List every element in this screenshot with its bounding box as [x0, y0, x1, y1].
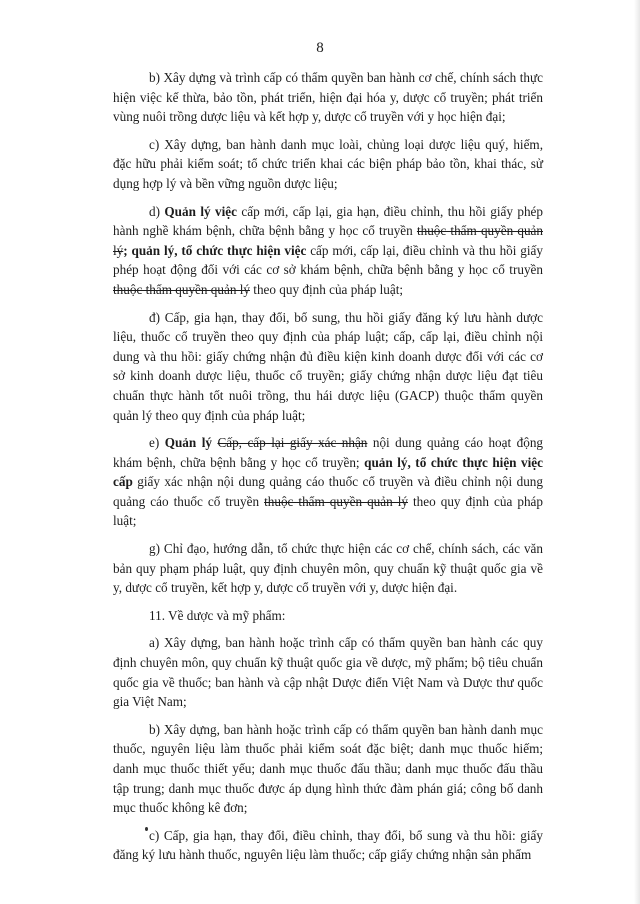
paragraph: [113, 720, 543, 818]
text-run: theo quy định của pháp luật;: [249, 281, 404, 297]
text-run: b) Xây dựng, ban hành hoặc trình cấp có thẩm quyền ban hành danh mục thuốc, nguyên liệu làm thuốc phải kiểm soát đặc biệt; danh mục thuốc hiếm; danh mục thuốc thiết yếu; danh mục thuốc đấu thầu; danh mục thuốc đấu thầu tập trung; danh mục thuốc được áp dụng hình thức đàm phán giá; công bố danh mục thuốc không kê đơn;: [113, 721, 543, 816]
text-run: giấy xác nhận nội dung quảng cáo thuốc cổ truyền và điều chỉnh nội dung quảng cáo thuốc cổ truyền: [113, 474, 543, 509]
text-run: cấp mới, cấp lại, điều chỉnh và thu hồi giấy phép hoạt động đối với các cơ sở khám bệnh, chữa bệnh bằng y học cổ truyền: [113, 242, 543, 278]
paragraph: [113, 433, 543, 531]
text-run: d): [149, 203, 165, 219]
paragraph: [113, 826, 543, 865]
text-run: theo quy định của pháp luật;: [113, 493, 543, 529]
page-number: 8: [316, 40, 324, 56]
paragraph: [113, 539, 543, 598]
bold-inserted-text: Quản lý: [164, 435, 212, 451]
bold-inserted-text: ; quản lý, tổ chức thực hiện việc: [123, 242, 307, 258]
text-run: 11. Về dược và mỹ phẩm:: [149, 607, 286, 623]
struck-deleted-text: Cấp, cấp lại giấy xác nhận: [217, 435, 368, 451]
text-run: c) Cấp, gia hạn, thay đổi, điều chỉnh, thay đổi, bổ sung và thu hồi: giấy đăng ký lưu hành thuốc, nguyên liệu làm thuốc; cấp giấy chứng nhận sản phẩm: [113, 827, 543, 863]
text-run: c) Xây dựng, ban hành danh mục loài, chủng loại dược liệu quý, hiếm, đặc hữu phải kiểm soát; tổ chức triển khai các biện pháp bảo tồn, khai thác, sử dụng hợp lý và bền vững nguồn dược liệu;: [113, 136, 543, 191]
paragraph: [113, 202, 543, 300]
page-edge-shadow: [634, 0, 640, 904]
text-run: cấp mới, cấp lại, gia hạn, điều chỉnh, thu hồi giấy phép hành nghề khám bệnh, chữa bệnh bằng y học cổ truyền: [113, 203, 543, 239]
stray-ink-mark: [145, 827, 148, 831]
paragraph: [113, 68, 543, 127]
text-run: e): [149, 435, 165, 451]
text-run: nội dung quảng cáo hoạt động khám bệnh, chữa bệnh bằng y học cổ truyền;: [113, 435, 544, 470]
bold-inserted-text: Quản lý việc: [164, 203, 237, 219]
paragraph: [113, 606, 543, 626]
body-text: [113, 68, 543, 873]
struck-deleted-text: thuộc thẩm quyền quản lý: [264, 493, 408, 509]
paragraph: [113, 135, 543, 194]
paragraph: [113, 633, 543, 711]
paragraph: [113, 308, 543, 426]
struck-deleted-text: thuộc thẩm quyền quản lý: [113, 223, 543, 258]
struck-deleted-text: thuộc thẩm quyền quản lý: [113, 281, 250, 297]
text-run: b) Xây dựng và trình cấp có thẩm quyền ban hành cơ chế, chính sách thực hiện việc kế thừa, bảo tồn, phát triển, hiện đại hóa y, dược cổ truyền; phát triển vùng nuôi trồng dược liệu và kết hợp y, dược cổ truyền với y học hiện đại;: [113, 70, 543, 125]
text-run: g) Chỉ đạo, hướng dẫn, tổ chức thực hiện các cơ chế, chính sách, các văn bản quy phạm pháp luật, quy định chuyên môn, quy chuẩn kỹ thuật quốc gia về y, dược cổ truyền, kết hợp y, dược cổ truyền với y, dược hiện đại.: [113, 541, 543, 596]
bold-inserted-text: quản lý, tổ chức thực hiện việc cấp: [113, 454, 543, 490]
text-run: a) Xây dựng, ban hành hoặc trình cấp có thẩm quyền ban hành các quy định chuyên môn, quy chuẩn kỹ thuật quốc gia về dược, mỹ phẩm; bộ tiêu chuẩn quốc gia về thuốc; ban hành và cập nhật Dược điển Việt Nam và Dược thư quốc gia Việt Nam;: [113, 635, 543, 710]
text-run: đ) Cấp, gia hạn, thay đổi, bổ sung, thu hồi giấy đăng ký lưu hành dược liệu, thuốc cổ truyền theo quy định của pháp luật; cấp, cấp lại, điều chỉnh nội dung và thu hồi: giấy chứng nhận đủ điều kiện kinh doanh dược đối với các cơ sở kinh doanh dược liệu, thuốc cổ truyền; giấy chứng nhận dược liệu đạt tiêu chuẩn thực hành tốt nuôi trồng, thu hái dược liệu (GACP) thuộc thẩm quyền quản lý theo quy định của pháp luật;: [113, 309, 543, 423]
